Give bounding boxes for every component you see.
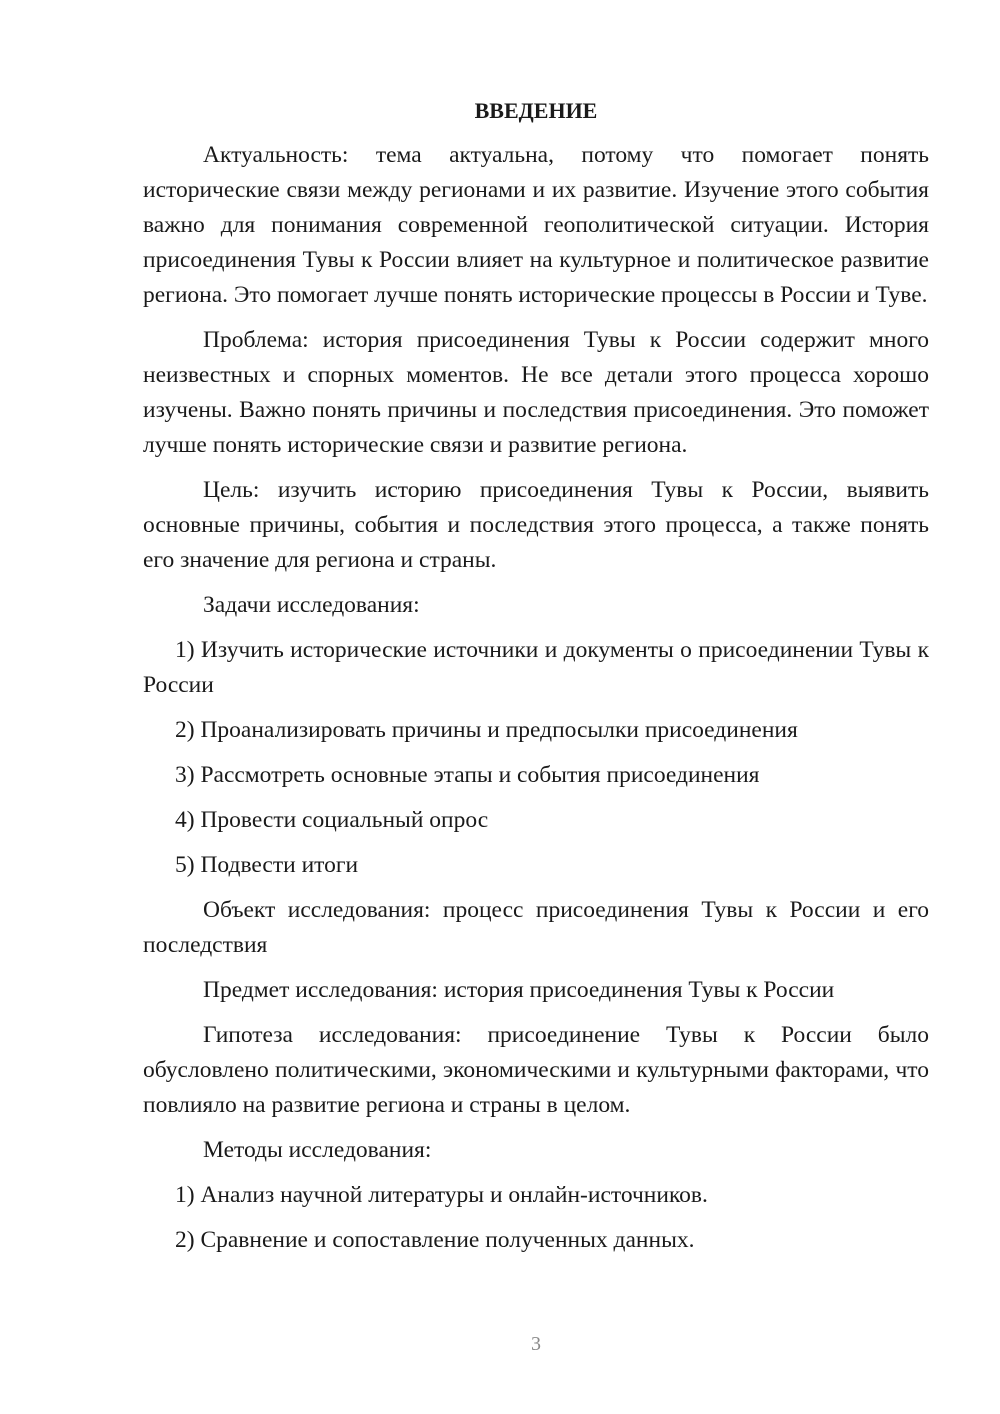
page-number: 3 <box>531 1333 541 1355</box>
document-page <box>143 93 929 1268</box>
task-item: 4) Провести социальный опрос <box>175 807 489 833</box>
problem-paragraph: Проблема: история присоединения Тувы к России содержит много неизвестных и спорных моментов. Не все детали этого процесса хорошо изучены. Важно понять причины и последствия присоединения. Это поможет лучше понять исторические связи и развитие региона. <box>143 327 929 458</box>
task-item: 3) Рассмотреть основные этапы и события присоединения <box>175 762 760 788</box>
task-item: 5) Подвести итоги <box>175 852 359 878</box>
methods-heading: Методы исследования: <box>203 1137 432 1163</box>
method-item: 2) Сравнение и сопоставление полученных данных. <box>175 1227 695 1253</box>
method-item: 1) Анализ научной литературы и онлайн-источников. <box>175 1182 708 1208</box>
task-item: 2) Проанализировать причины и предпосылки присоединения <box>175 717 798 743</box>
goal-paragraph: Цель: изучить историю присоединения Тувы к России, выявить основные причины, события и последствия этого процесса, а также понять его значение для региона и страны. <box>143 477 929 573</box>
task-item: 1) Изучить исторические источники и документы о присоединении Тувы к России <box>143 637 929 698</box>
object-paragraph: Объект исследования: процесс присоединения Тувы к России и его последствия <box>143 897 929 958</box>
subject-paragraph: Предмет исследования: история присоединения Тувы к России <box>203 977 835 1003</box>
relevance-paragraph: Актуальность: тема актуальна, потому что помогает понять исторические связи между регионами и их развитие. Изучение этого события важно для понимания современной геополитической ситуации. История присоединения Тувы к России влияет на культурное и политическое развитие региона. Это помогает лучше понять исторические процессы в России и Туве. <box>143 142 929 308</box>
tasks-heading: Задачи исследования: <box>203 592 420 618</box>
hypothesis-paragraph: Гипотеза исследования: присоединение Тувы к России было обусловлено политическими, экономическими и культурными факторами, что повлияло на развитие региона и страны в целом. <box>143 1022 929 1118</box>
page-title: ВВЕДЕНИЕ <box>474 98 598 123</box>
